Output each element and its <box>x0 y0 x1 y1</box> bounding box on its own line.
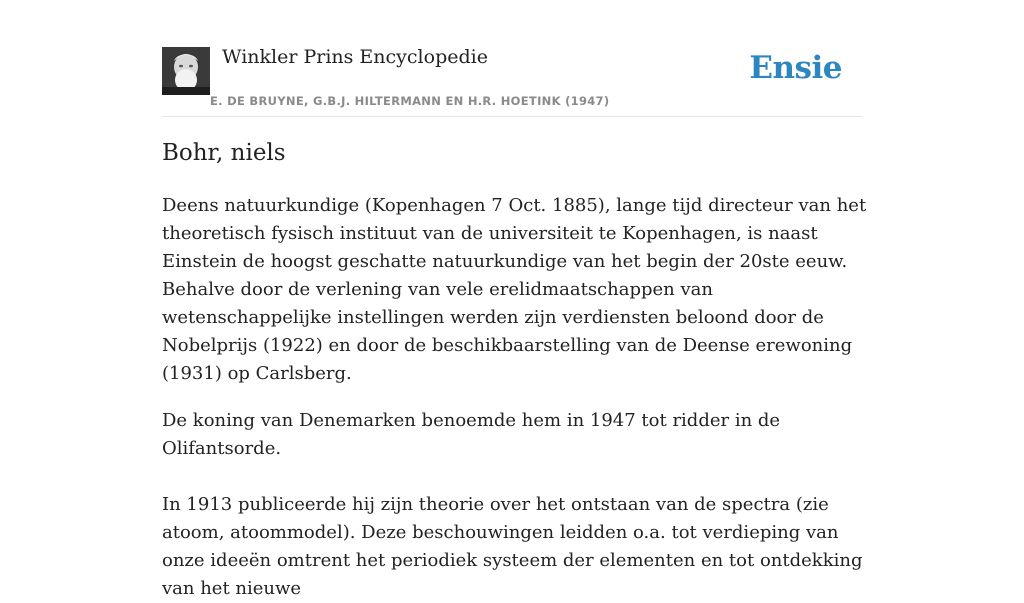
paragraph: Deens natuurkundige (Kopenhagen 7 Oct. 1885), lange tijd directeur van het theoretisch fysisch instituut van de universiteit te Kopenhagen, is naast Einstein de hoogst geschatte natuurkundige van het begin der 20ste eeuw. Behalve door de verlening van vele erelidmaatschappen van wetenschappelijke instellingen werden zijn verdiensten beloond door de Nobelprijs (1922) en door de beschikbaarstelling van de Deense erewoning (1931) op Carlsberg. <box>162 195 867 384</box>
portrait-icon <box>162 47 210 95</box>
article-body <box>162 192 867 603</box>
publication-title[interactable]: Winkler Prins Encyclopedie <box>222 46 488 68</box>
brand-logo[interactable]: Ensie <box>749 50 842 86</box>
page <box>162 0 867 599</box>
article-title: Bohr, niels <box>162 140 286 166</box>
paragraph: De koning van Denemarken benoemde hem in 1947 tot ridder in de Olifantsorde. <box>162 410 781 459</box>
authors-line: E. DE BRUYNE, G.B.J. HILTERMANN EN H.R. HOETINK (1947) <box>210 94 610 108</box>
author-avatar[interactable] <box>162 47 210 95</box>
paragraph: In 1913 publiceerde hij zijn theorie over het ontstaan van de spectra (zie atoom, atoommodel). Deze beschouwingen leidden o.a. tot verdieping van onze ideeën omtrent het periodiek systeem der elementen en tot ontdekking van het nieuwe <box>162 494 863 599</box>
header <box>162 0 862 117</box>
